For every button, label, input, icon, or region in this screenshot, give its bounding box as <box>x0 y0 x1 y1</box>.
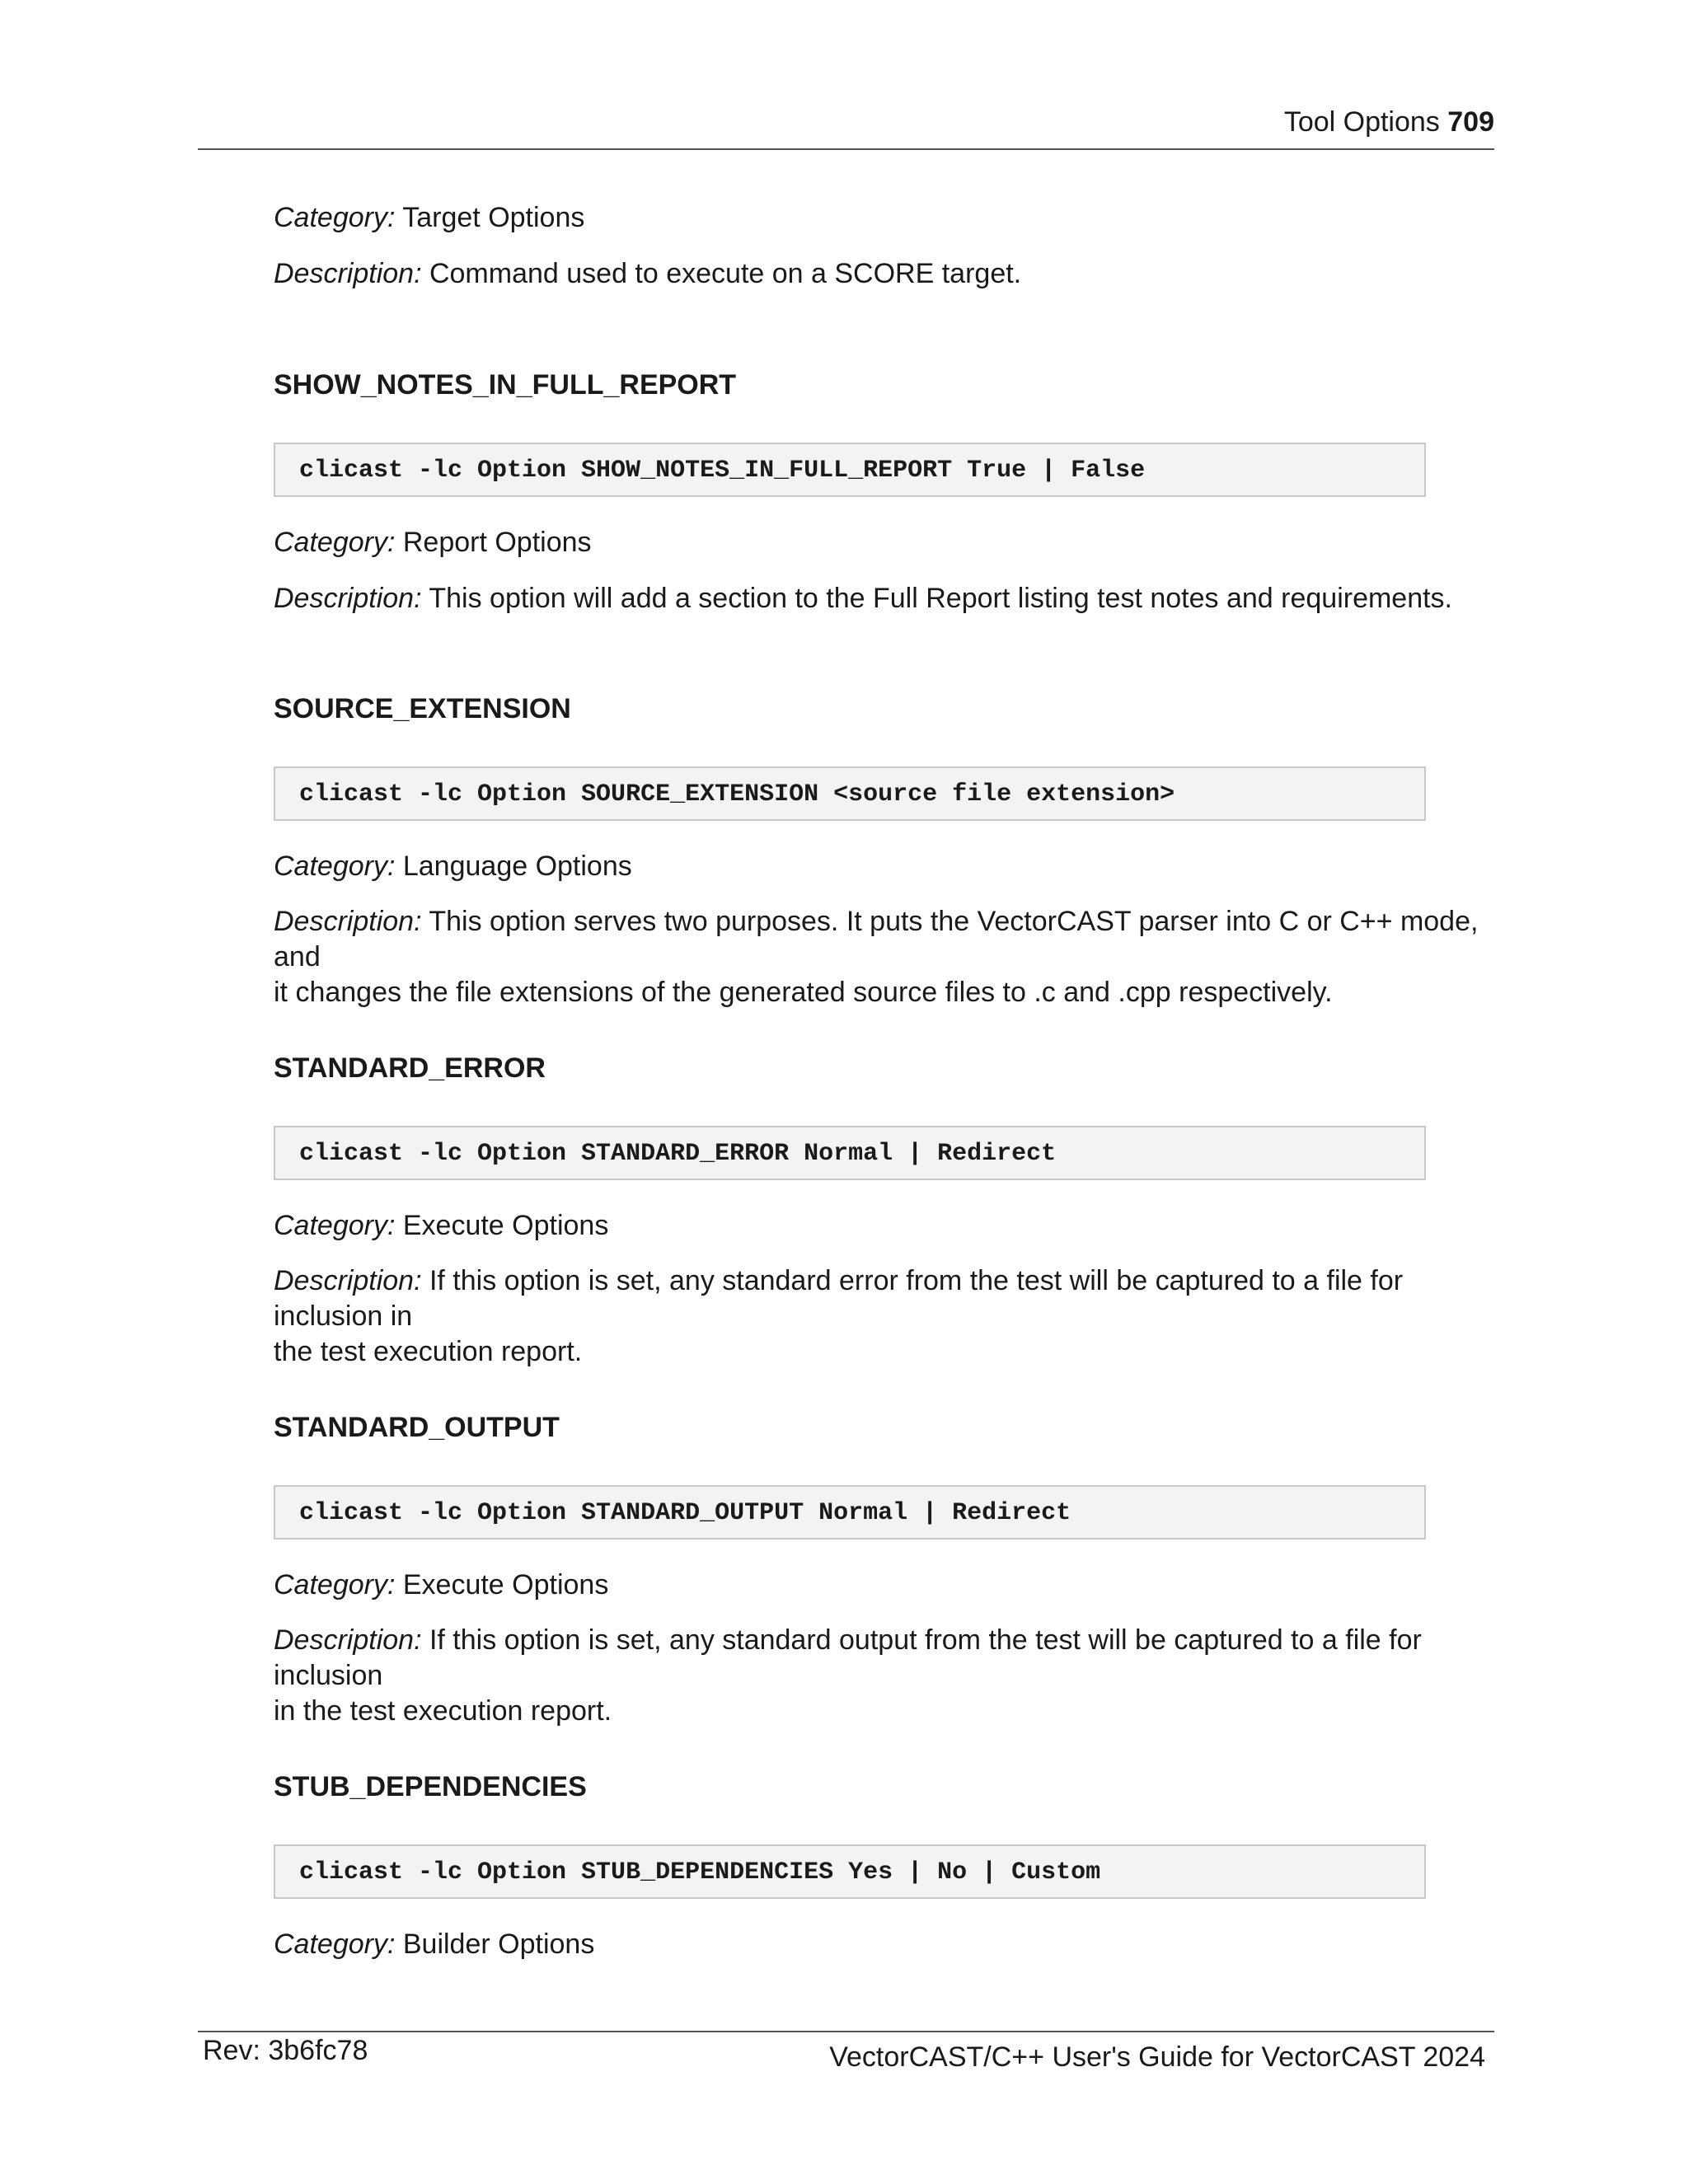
option-heading: STUB_DEPENDENCIES <box>274 1771 587 1802</box>
option-description <box>274 1263 1485 1370</box>
description-label: Description: <box>274 1624 422 1656</box>
option-heading: STANDARD_ERROR <box>274 1052 546 1084</box>
description-line-1: This option serves two purposes. It puts the VectorCAST parser into C or C++ mode, and <box>274 906 1479 972</box>
intro-category <box>274 200 1485 236</box>
description-label: Description: <box>274 1265 422 1296</box>
description-value: This option will add a section to the Full Report listing test notes and requirements. <box>429 583 1453 614</box>
command-text: clicast -lc Option SOURCE_EXTENSION <source file extension> <box>299 780 1175 808</box>
command-box <box>274 1485 1426 1540</box>
option-heading: STANDARD_OUTPUT <box>274 1412 560 1443</box>
category-value: Report Options <box>402 527 592 558</box>
category-value: Builder Options <box>402 1929 595 1960</box>
category-label: Category: <box>274 1929 396 1960</box>
guide-title: VectorCAST/C++ User's Guide for VectorCAST 2024 <box>829 2041 1485 2073</box>
command-box <box>274 443 1426 497</box>
header-section-title: Tool Options <box>1283 106 1440 138</box>
category-value: Execute Options <box>402 1569 609 1601</box>
command-text: clicast -lc Option STANDARD_OUTPUT Normal | Redirect <box>299 1499 1071 1527</box>
description-line-1: If this option is set, any standard error from the test will be captured to a file for inclusion in <box>274 1265 1404 1332</box>
description-line-1: If this option is set, any standard output from the test will be captured to a file for inclusion <box>274 1624 1422 1691</box>
command-box <box>274 1126 1426 1180</box>
option-category <box>274 849 1485 884</box>
option-description <box>274 1623 1485 1729</box>
category-label: Category: <box>274 851 396 882</box>
page-header <box>198 0 1494 150</box>
description-line-2: the test execution report. <box>274 1336 583 1367</box>
description-label: Description: <box>274 906 422 937</box>
category-value: Language Options <box>402 851 632 882</box>
intro-description <box>274 256 1485 292</box>
description-line-2: in the test execution report. <box>274 1695 612 1727</box>
footer-divider <box>198 2031 1494 2032</box>
option-description <box>274 581 1485 616</box>
category-label: Category: <box>274 1569 396 1601</box>
page-number: 709 <box>1447 106 1494 138</box>
category-value: Execute Options <box>402 1210 609 1241</box>
description-value: Command used to execute on a SCORE target. <box>429 258 1022 289</box>
option-category <box>274 1208 1485 1244</box>
option-category <box>274 1927 1485 1962</box>
revision-label: Rev: 3b6fc78 <box>203 2035 368 2066</box>
category-label: Category: <box>274 1210 396 1241</box>
option-heading: SOURCE_EXTENSION <box>274 693 571 724</box>
option-description <box>274 904 1485 1010</box>
command-text: clicast -lc Option STUB_DEPENDENCIES Yes | No | Custom <box>299 1858 1101 1886</box>
category-label: Category: <box>274 527 396 558</box>
category-label: Category: <box>274 202 396 233</box>
category-value: Target Options <box>402 202 585 233</box>
command-box <box>274 1844 1426 1899</box>
option-category <box>274 525 1485 560</box>
running-header <box>1284 105 1494 138</box>
description-label: Description: <box>274 583 422 614</box>
option-category <box>274 1568 1485 1603</box>
command-text: clicast -lc Option SHOW_NOTES_IN_FULL_REPORT True | False <box>299 457 1146 485</box>
command-box <box>274 766 1426 821</box>
description-label: Description: <box>274 258 422 289</box>
command-text: clicast -lc Option STANDARD_ERROR Normal | Redirect <box>299 1140 1057 1168</box>
option-heading: SHOW_NOTES_IN_FULL_REPORT <box>274 369 737 401</box>
description-line-2: it changes the file extensions of the generated source files to .c and .cpp respectively. <box>274 977 1333 1008</box>
